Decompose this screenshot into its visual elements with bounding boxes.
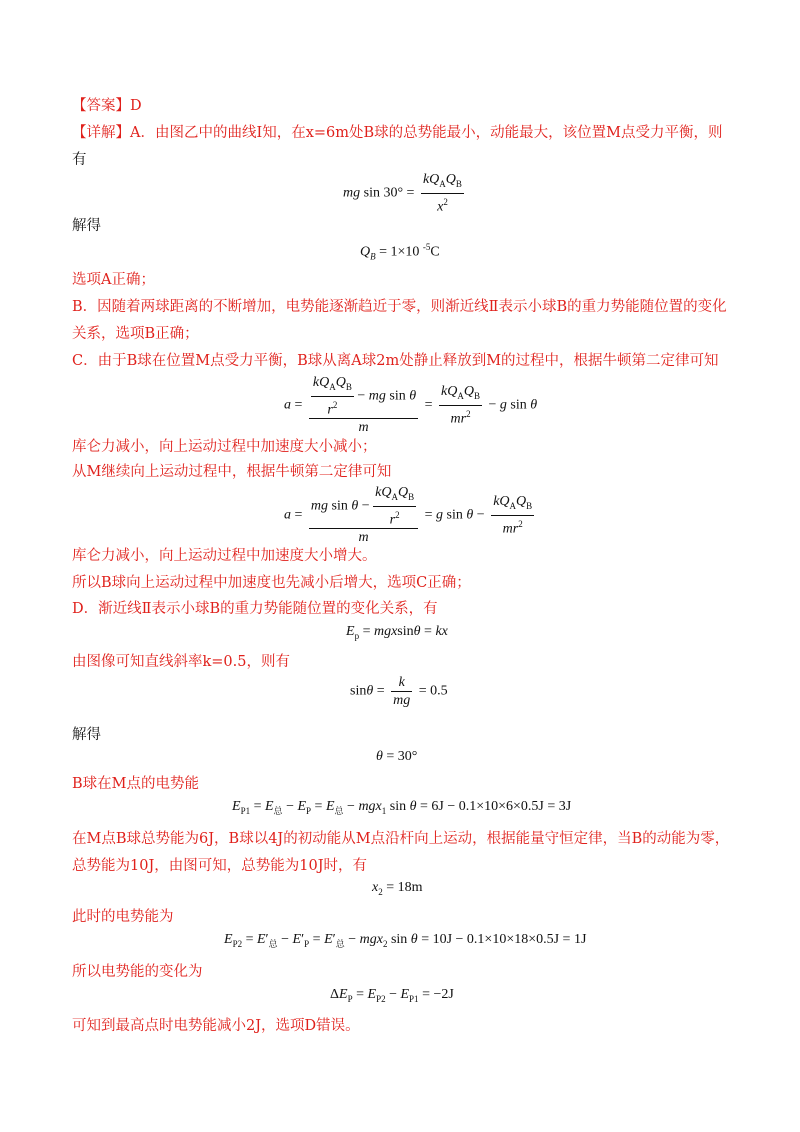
option-c-line-1: C．由于B球在位置M点受力平衡，B球从离A球2m处静止释放到M的过程中，根据牛顿第二定律可知 xyxy=(72,353,719,369)
option-d-line-6: 此时的电势能为 xyxy=(72,909,174,925)
equation-10: $E_{P2} = E'_总 - E'_P = E'_总 - mgx_2$ sin θ = 10J − 0.1×10×18×0.5J = 1J xyxy=(224,932,587,949)
answer-label: 【答案】 xyxy=(72,98,130,114)
jiede-label-1: 解得 xyxy=(72,218,101,234)
option-c-line-2: 库仑力减小，向上运动过程中加速度大小减小； xyxy=(72,439,377,455)
option-d-line-2: 由图像可知直线斜率k=0.5，则有 xyxy=(72,654,290,670)
equation-7: θ = 30° xyxy=(376,749,418,764)
jiede-label-2: 解得 xyxy=(72,727,101,743)
equation-4: a = mg sin θ − $\frac{kQ_AQ_B}{r^2}$ m = g sin θ − $\frac{kQ_AQ_B}{mr^2}$ xyxy=(284,485,533,546)
equation-2: $Q_B = 1\times 10$ $^{-5}$C xyxy=(360,242,440,262)
equation-11: $\Delta E_P = E_{P2} - E_{P1} = -2J$ xyxy=(330,987,454,1004)
answer-value: D xyxy=(130,98,142,114)
equation-9: $x_2 = 18m$ xyxy=(372,880,423,897)
detail-line-1: 【详解】A．由图乙中的曲线Ⅰ知，在x=6m处B球的总势能最小，动能最大，该位置M点受力平衡，则 xyxy=(72,125,723,141)
option-d-line-8: 可知到最高点时电势能减小2J，选项D错误。 xyxy=(72,1018,360,1034)
option-c-line-4: 库仑力减小，向上运动过程中加速度大小增大。 xyxy=(72,548,377,564)
option-c-line-5: 所以B球向上运动过程中加速度也先减小后增大，选项C正确； xyxy=(72,575,471,591)
equation-1: mg sin 30° = $\frac{kQ_AQ_B}{x^2}$ xyxy=(343,172,462,215)
equation-3: a = $\frac{kQ_AQ_B}{r^2}$ − mg sin θ m = $\frac{kQ_AQ_B}{mr^2}$ − g sin θ xyxy=(284,375,538,436)
answer-line xyxy=(72,96,142,116)
option-d-line-4: 在M点B球总势能为6J，B球以4J的初动能从M点沿杆向上运动，根据能量守恒定律，当B的动能为零， xyxy=(72,831,730,847)
option-b-line-2: 关系，选项B正确； xyxy=(72,326,199,342)
option-d-line-5: 总势能为10J，由图可知，总势能为10J时，有 xyxy=(72,858,368,874)
equation-6: sinθ = $\frac{k}{mg}$ = 0.5 xyxy=(350,675,448,708)
option-b-line-1: B．因随着两球距离的不断增加，电势能逐渐趋近于零，则渐近线Ⅱ表示小球B的重力势能随位置的变化 xyxy=(72,299,727,315)
equation-5: $E_p = mgxsin\theta$ = kx xyxy=(346,624,448,641)
option-d-line-1: D．渐近线Ⅱ表示小球B的重力势能随位置的变化关系，有 xyxy=(72,601,438,617)
equation-8: $E_{P1} = E_总 - E_P = E_总 - mgx_1$ sin θ = 6J − 0.1×10×6×0.5J = 3J xyxy=(232,799,572,816)
option-d-line-3: B球在M点的电势能 xyxy=(72,776,200,792)
detail-line-2: 有 xyxy=(72,152,87,168)
option-a-correct: 选项A正确； xyxy=(72,272,155,288)
option-c-line-3: 从M继续向上运动过程中，根据牛顿第二定律可知 xyxy=(72,464,392,480)
option-d-line-7: 所以电势能的变化为 xyxy=(72,964,203,980)
